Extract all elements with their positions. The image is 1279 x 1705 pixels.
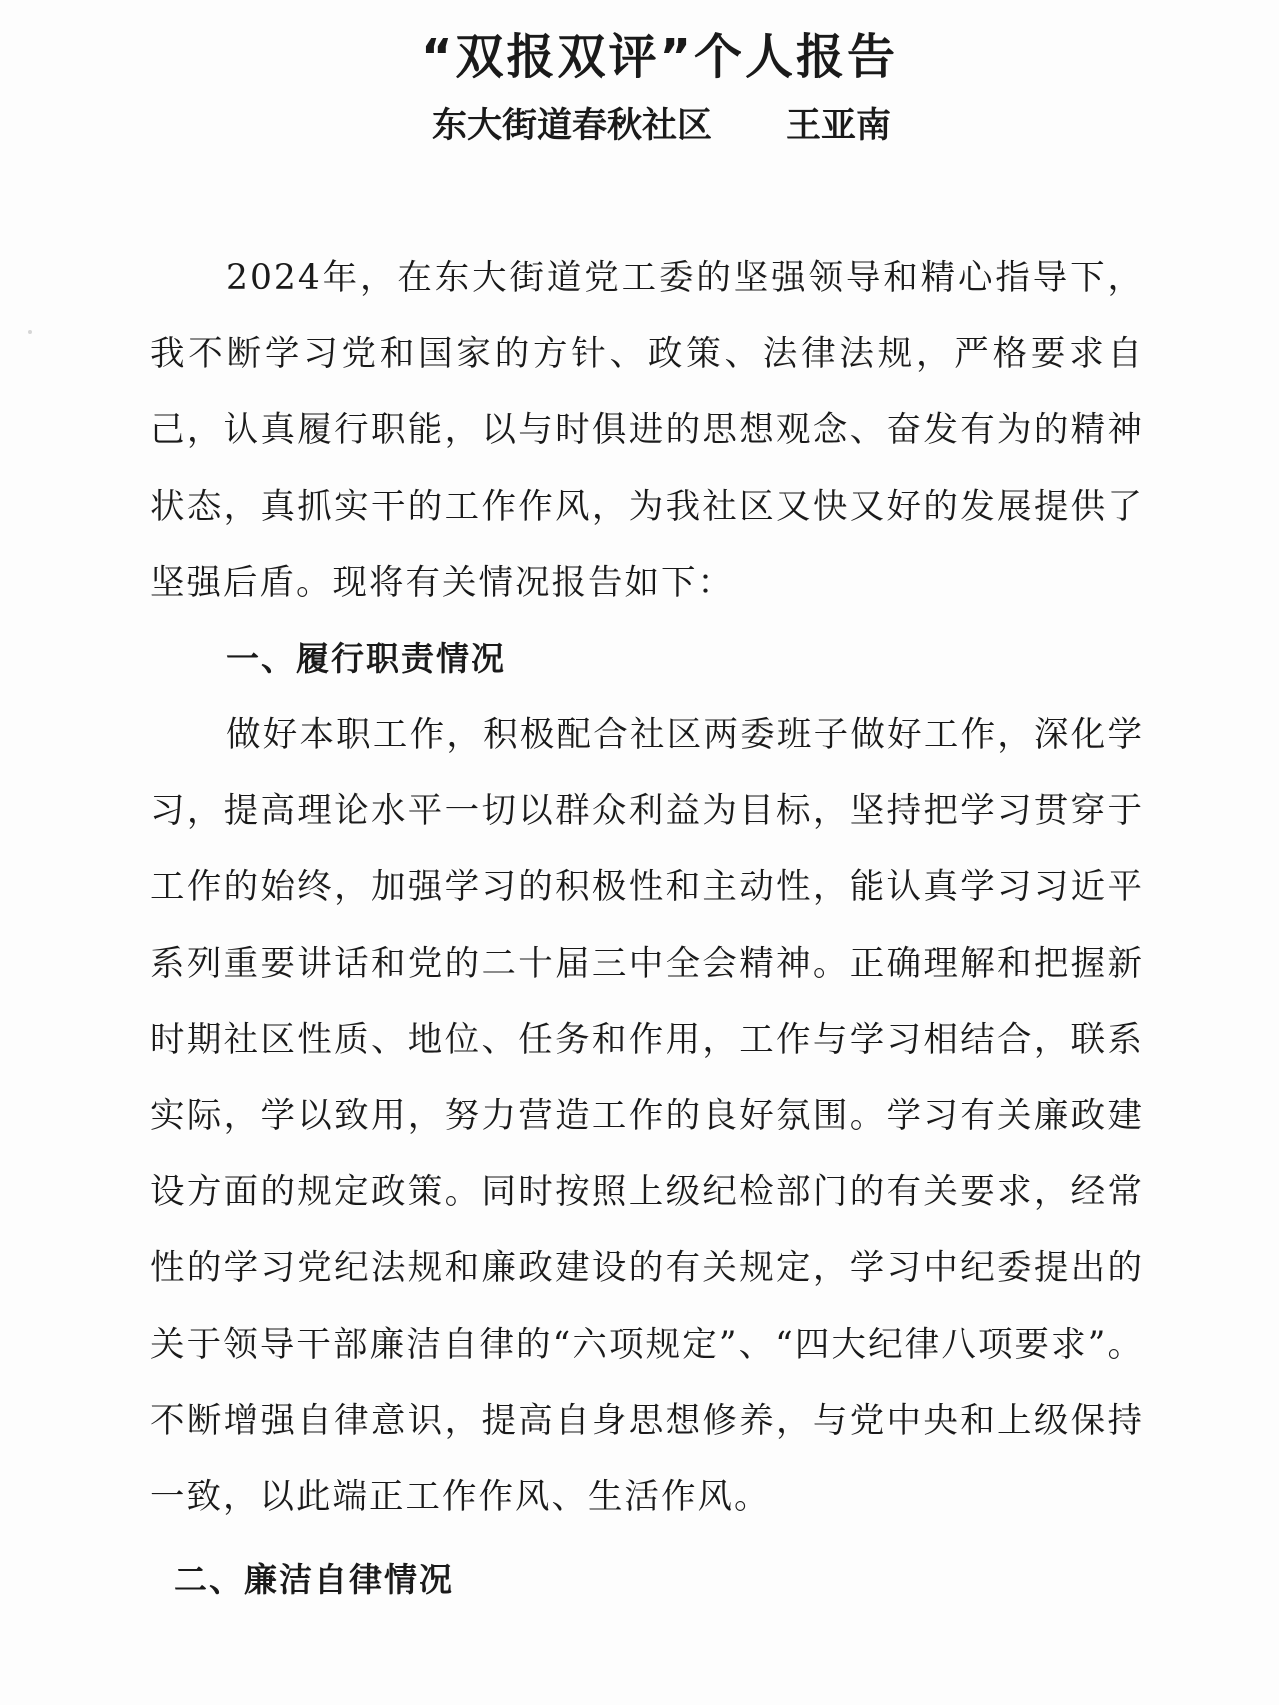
organization-name: 东大街道春秋社区 bbox=[431, 106, 712, 146]
document-subtitle bbox=[0, 98, 1279, 154]
intro-paragraph: 2024年，在东大街道党工委的坚强领导和精心指导下，我不断学习党和国家的方针、政策、法律法规，严格要求自己，认真履行职能，以与时俱进的思想观念、奋发有为的精神状态，真抓实干的工作作风，为我社区又快又好的发展提供了坚强后盾。现将有关情况报告如下： bbox=[150, 258, 1144, 603]
document-title: “双报双评”个人报告 bbox=[420, 29, 899, 85]
section-heading-integrity: 二、廉洁自律情况 bbox=[174, 1560, 454, 1600]
document-body bbox=[150, 240, 1144, 1615]
section-body-duties: 做好本职工作，积极配合社区两委班子做好工作，深化学习，提高理论水平一切以群众利益为目标，坚持把学习贯穿于工作的始终，加强学习的积极性和主动性，能认真学习习近平系列重要讲话和党的二十届三中全会精神。正确理解和把握新时期社区性质、地位、任务和作用，工作与学习相结合，联系实际，学以致用，努力营造工作的良好氛围。学习有关廉政建设方面的规定政策。同时按照上级纪检部门的有关要求，经常性的学习党纪法规和廉政建设的有关规定，学习中纪委提出的关于领导干部廉洁自律的“六项规定”、“四大纪律八项要求”。不断增强自律意识，提高自身思想修养，与党中央和上级保持一致，以此端正工作作风、生活作风。 bbox=[150, 715, 1144, 1518]
author-name: 王亚南 bbox=[786, 106, 892, 146]
scan-speck bbox=[28, 330, 32, 334]
section-heading-duties: 一、履行职责情况 bbox=[226, 639, 506, 679]
